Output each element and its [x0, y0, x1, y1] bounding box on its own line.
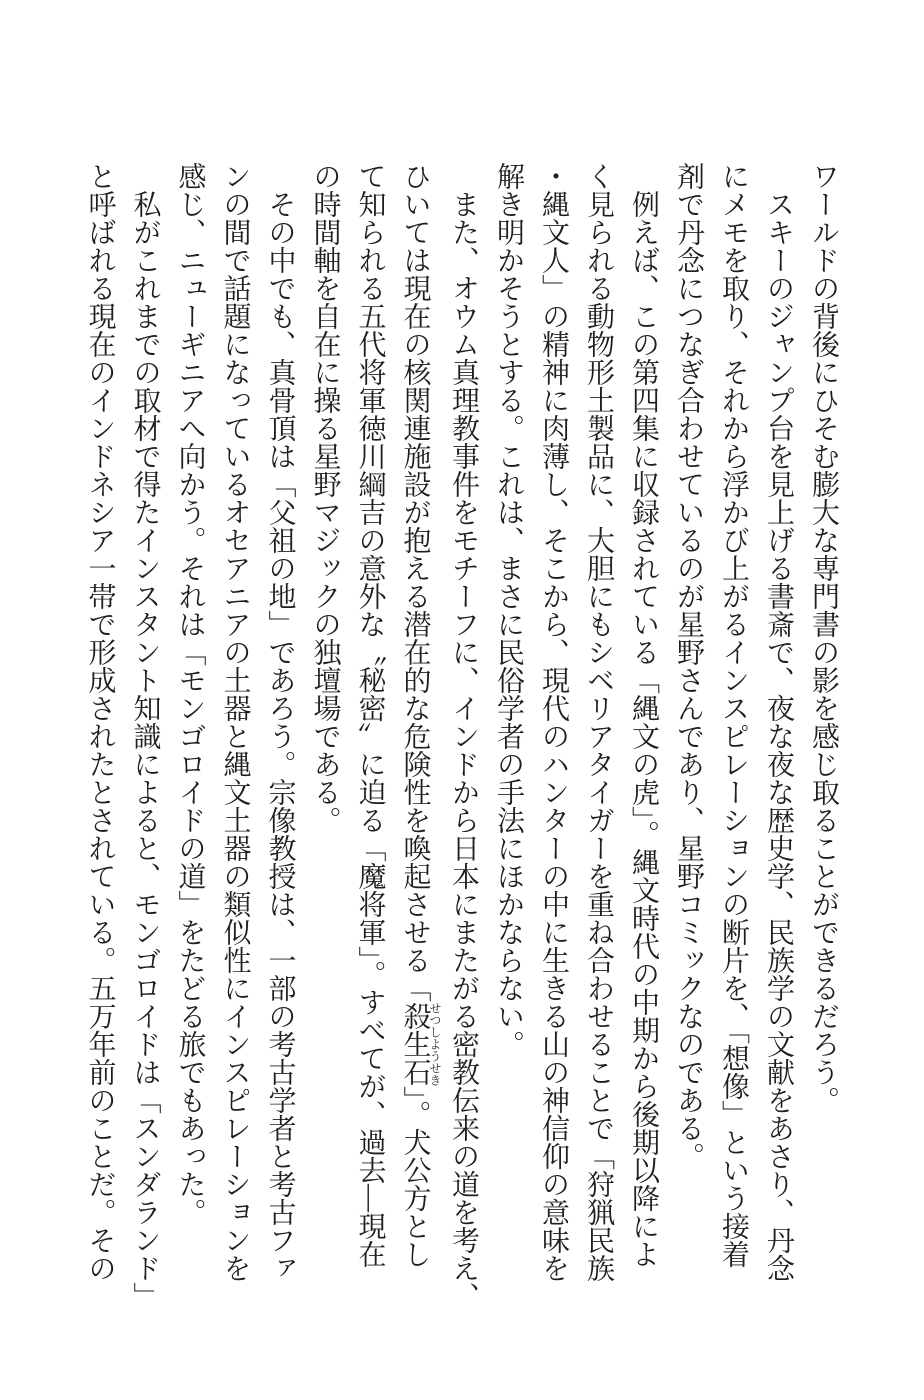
text-line: く見られる動物形土製品に、大胆にもシベリアタイガーを重ね合わせることで「狩猟民族	[583, 162, 614, 1282]
text-line: の時間軸を自在に操る星野マジックの独壇場である。	[309, 162, 341, 834]
text-line: 剤で丹念につなぎ合わせているのが星野さんであり、星野コミックなのである。	[673, 162, 704, 1170]
text-block	[78, 162, 847, 1322]
text-line: スキーのジャンプ台を見上げる書斎で、夜な夜な歴史学、民族学の文献をあさり、丹念	[763, 190, 794, 1282]
furigana-reading: せつしようせき	[428, 1002, 442, 1086]
text-line: と呼ばれる現在のインドネシア一帯で形成されたとされている。五万年前のことだ。その	[84, 162, 116, 1282]
text-line: て知られる五代将軍徳川綱吉の意外な〝秘密〟に迫る「魔将軍」。すべてが、過去―現在	[354, 162, 386, 1268]
text-line: ンの間で話題になっているオセアニアの土器と縄文土器の類似性にインスピレーションを	[219, 162, 251, 1282]
furigana-ruby: 殺生石せつしようせき	[399, 1002, 442, 1086]
text-line: 私がこれまでの取材で得たインスタント知識によると、モンゴロイドは「スンダランド」	[129, 190, 161, 1310]
text-line: ワールドの背後にひそむ膨大な専門書の影を感じ取ることができるだろう。	[808, 162, 839, 1114]
text-line: 例えば、この第四集に収録されている「縄文の虎」。縄文時代の中期から後期以降によ	[628, 190, 659, 1268]
text-line: ・縄文人」の精神に肉薄し、そこから、現代のハンターの中に生きる山の神信仰の意味を	[538, 162, 569, 1282]
text-line: 解き明かそうとする。これは、まさに民俗学者の手法にほかならない。	[493, 162, 524, 1058]
text-line: その中でも、真骨頂は「父祖の地」であろう。宗像教授は、一部の考古学者と考古ファ	[264, 190, 296, 1282]
text-line: 感じ、ニューギニアへ向かう。それは「モンゴロイドの道」をたどる旅でもあった。	[174, 162, 206, 1226]
text-line: ひいては現在の核関連施設が抱える潜在的な危険性を喚起させる「殺生石せつしようせき」。犬公方とし	[399, 162, 442, 1268]
text-line: にメモを取り、それから浮かび上がるインスピレーションの断片を、「想像」という接着	[718, 162, 749, 1268]
text-line: また、オウム真理教事件をモチーフに、インドから日本にまたがる密教伝来の道を考え、	[448, 190, 479, 1310]
